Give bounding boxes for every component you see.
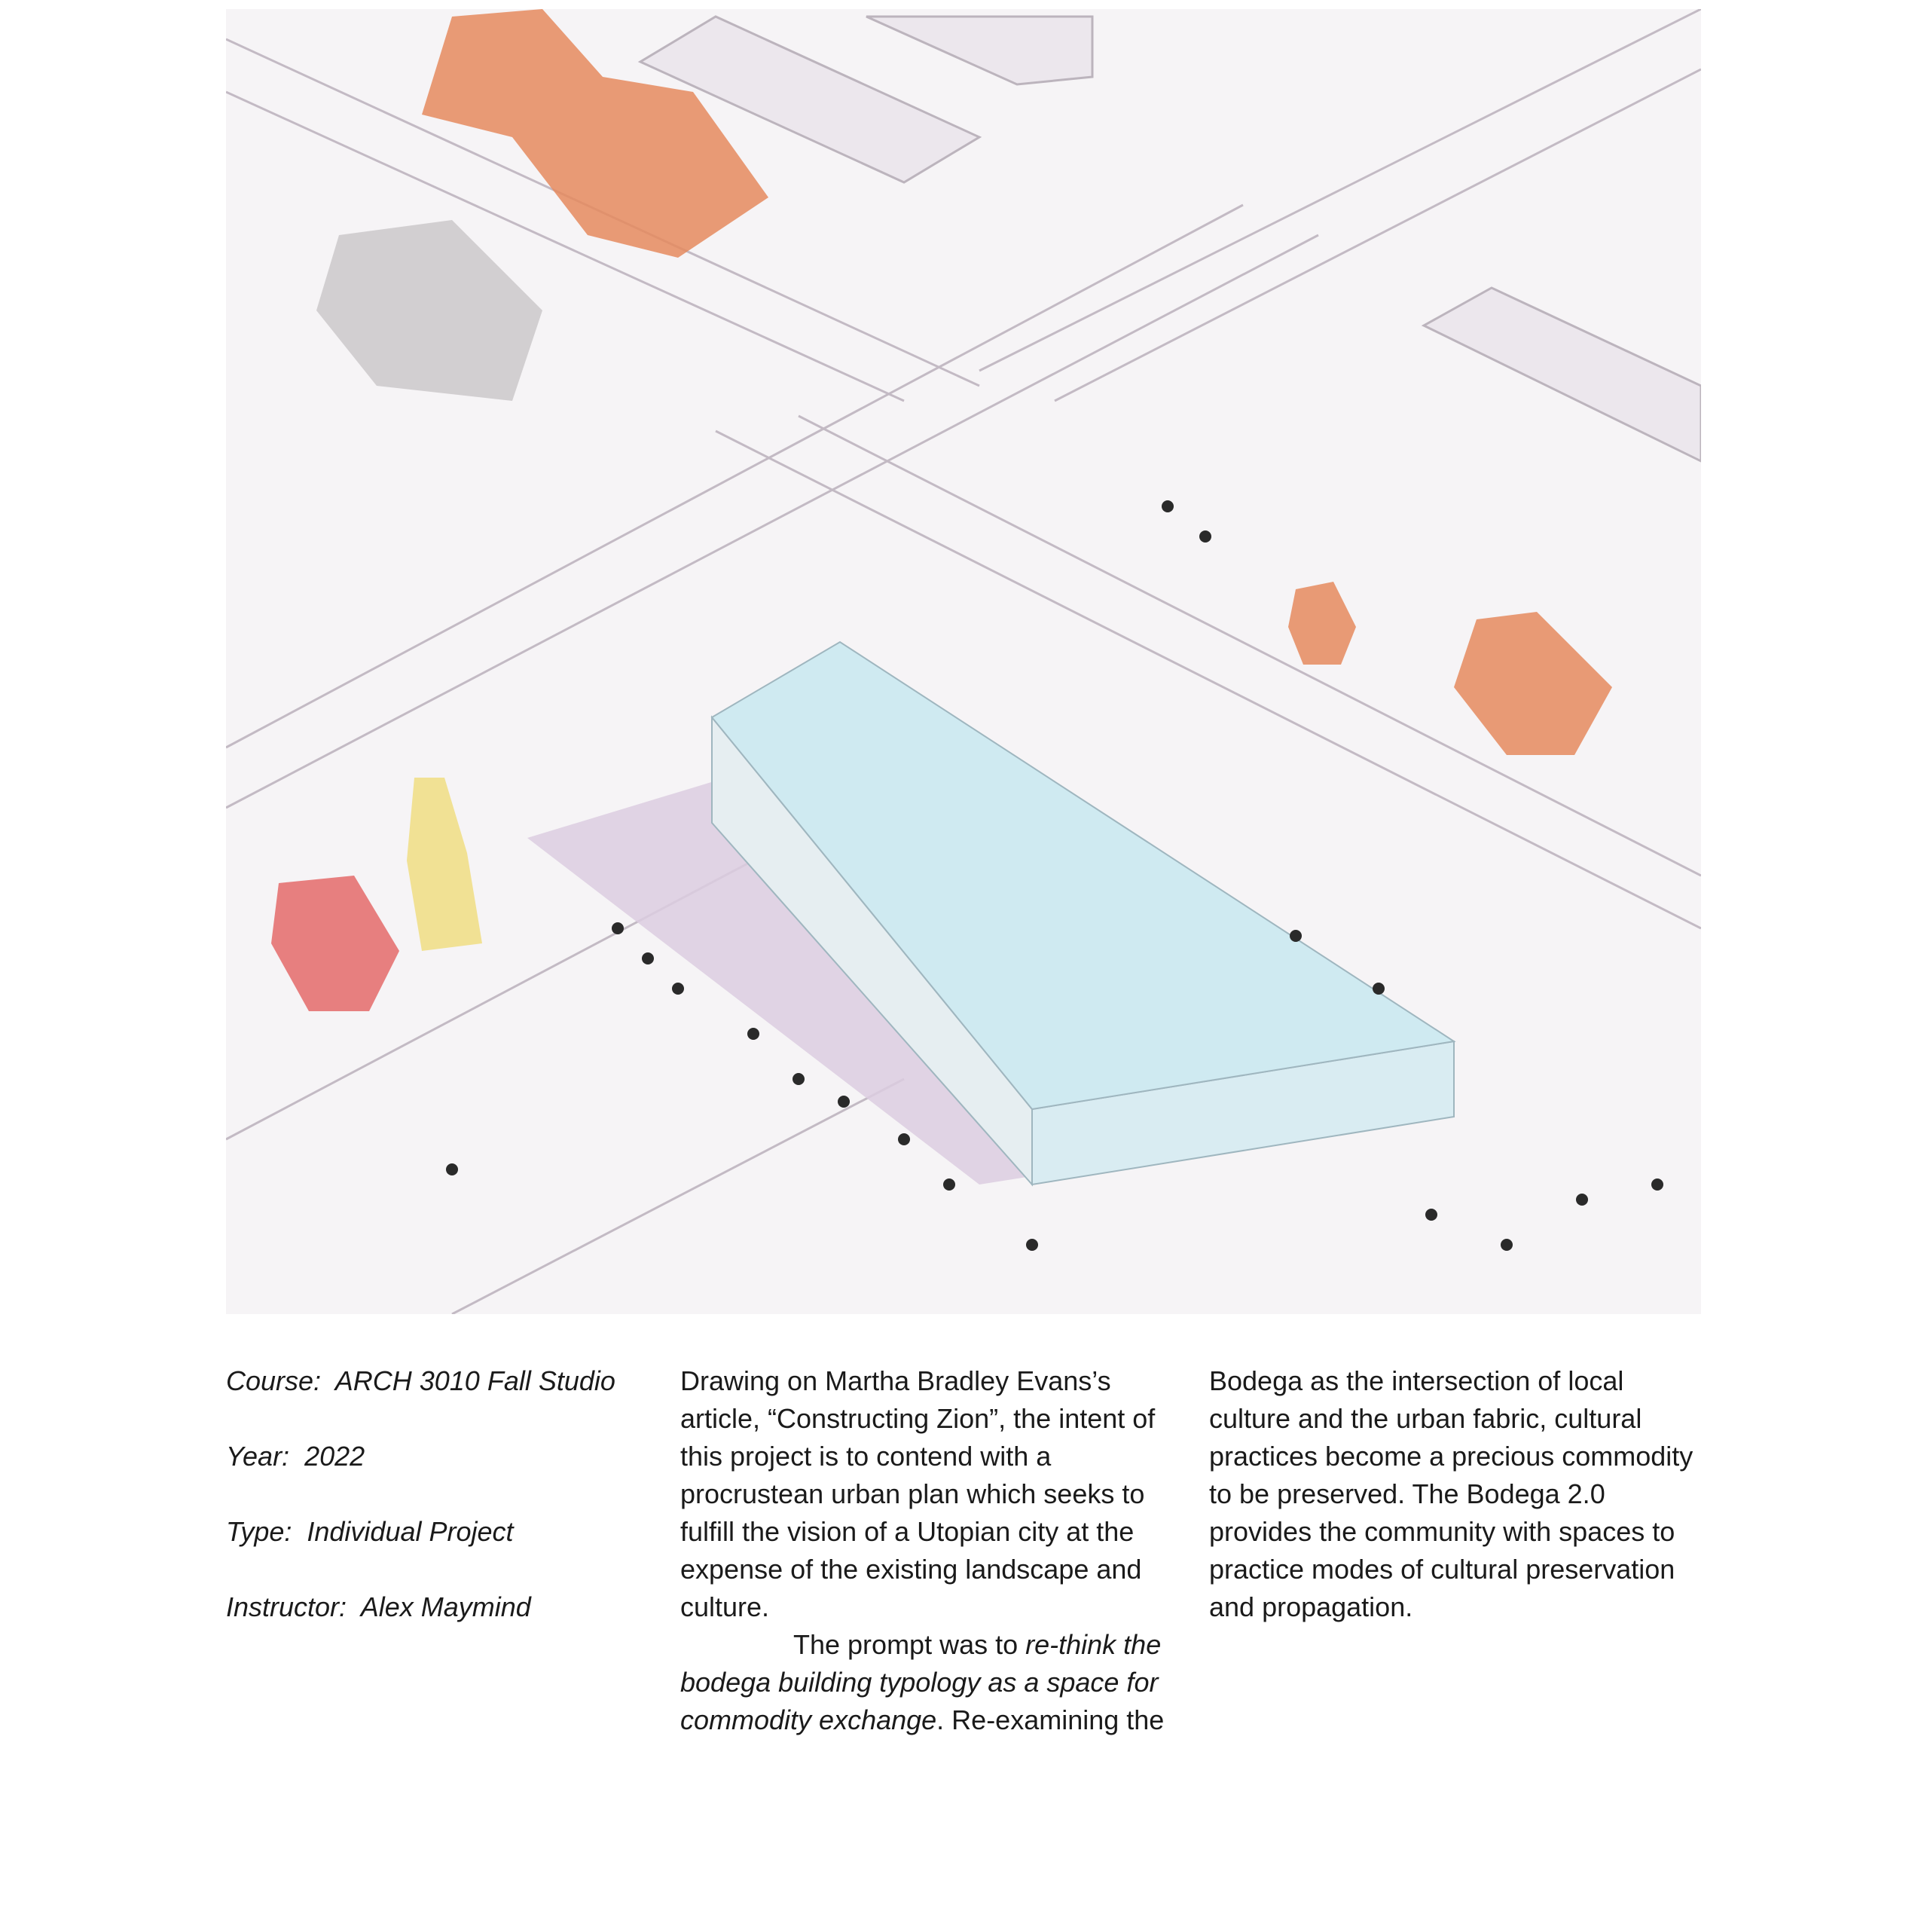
body-column-middle (680, 1362, 1170, 1739)
instructor-value: Alex Maymind (360, 1591, 531, 1622)
meta-year (226, 1438, 648, 1475)
course-value: ARCH 3010 Fall Studio (334, 1365, 615, 1396)
para2-tail: . Re-examining the (936, 1704, 1165, 1735)
year-label: Year: (226, 1441, 290, 1472)
year-value: 2022 (304, 1441, 365, 1472)
body-column-right (1209, 1362, 1706, 1626)
para2-lead: The prompt was to (793, 1629, 1026, 1660)
body-paragraph-3: Bodega as the intersection of local culture and the urban fabric, cultural practices become a precious commodity to be preserved. The Bodega 2.0 provides the community with spaces to practice modes of cultural preservation and propagation. (1209, 1365, 1693, 1622)
para2-italic: re-think the bodega building typology as a space for commodity exchange (680, 1629, 1162, 1735)
type-value: Individual Project (307, 1516, 514, 1547)
site-axonometric-illustration (226, 9, 1701, 1314)
course-label: Course: (226, 1365, 322, 1396)
body-paragraph-2 (680, 1626, 1170, 1739)
project-meta (226, 1362, 648, 1664)
meta-course (226, 1362, 648, 1400)
instructor-label: Instructor: (226, 1591, 347, 1622)
body-paragraph-1: Drawing on Martha Bradley Evans’s article, “Constructing Zion”, the intent of this project is to contend with a procrustean urban plan which seeks to fulfill the vision of a Utopian city at the expense of the existing landscape and culture. (680, 1365, 1156, 1622)
meta-type (226, 1513, 648, 1551)
type-label: Type: (226, 1516, 292, 1547)
axonometric-drawing (226, 9, 1701, 1314)
meta-instructor (226, 1588, 648, 1626)
